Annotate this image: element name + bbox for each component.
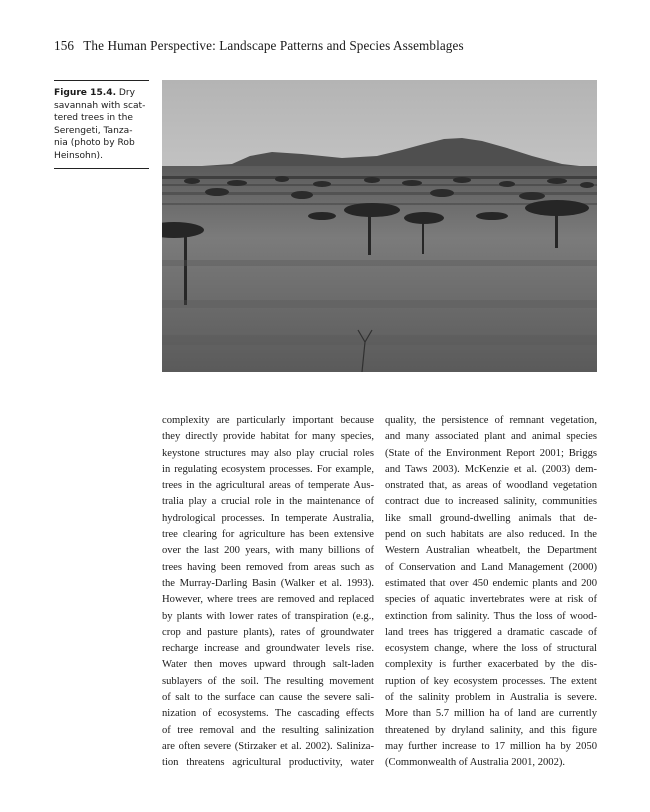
caption-line: savannah with scat- [54,100,146,111]
text-line: by plants with lower rates of transpiration (e.g., [162,610,374,622]
text-line: and many associated plant and animal species [385,431,597,443]
text-line: extinction from salinity. Thus the loss of wood- [385,610,597,622]
text-line: land trees has triggered a dramatic cascade of [385,626,597,638]
text-line: recharge increase and groundwater levels rise. [162,643,374,655]
figure-label: Figure 15.4. [54,88,117,98]
text-line: they directly provide habitat for many species, [162,431,374,443]
text-line: of Conservation and Land Management (2000) [385,561,597,573]
text-line: onstrated that, as areas of woodland vegetation [385,480,597,492]
text-line: keystone structures may also play crucial roles [162,447,374,459]
text-line: over the last 200 years, with many billions of [162,545,374,557]
page-number: 156 [54,38,75,53]
text-line: crop and pasture plants), rates of groundwater [162,626,374,638]
caption-line: Figure 15.4. Dry [54,88,136,98]
text-line: ecosystem change, where the loss of structural [385,643,597,655]
caption-line: Serengeti, Tanza- [54,125,133,136]
text-line: are often severe (Stirzaker et al. 2002). Saliniza- [162,740,374,752]
text-line: More than 5.7 million ha of land are currently [385,708,597,720]
text-line: complexity is further exacerbated by the dis- [385,659,597,671]
text-line: of the salinity problem in Australia is severe. [385,692,597,704]
text-line: (Commonwealth of Australia 2001, 2002). [385,757,566,769]
text-line: contract due to increased salinity, communities [385,496,597,508]
running-head [54,38,464,54]
text-line: pend on such habitats are also reduced. In the [385,529,597,541]
text-line: trees having been removed from areas such as [162,561,374,573]
body-column-left [162,413,374,772]
text-line: estimated that over 450 endemic plants and 200 [385,577,597,589]
text-line: complexity are particularly important because [162,415,374,426]
text-line: species of aquatic invertebrates were at risk of [385,594,597,606]
text-line: may further increase to 17 million ha by 2050 [385,740,597,752]
text-line: nization of ecosystems. The cascading effects [162,708,374,720]
text-line: of salt to the surface can cause the severe sali- [162,692,374,704]
text-line: and Taws 2003). McKenzie et al. (2003) dem- [385,463,597,475]
body-column-right [385,413,597,772]
savannah-photo-image [162,80,597,372]
text-line: trees in the agricultural areas of temperate Aus- [162,480,374,492]
text-line: tree clearing for agriculture has been extensive [162,529,374,541]
text-line: sublayers of the soil. The resulting movement [162,675,374,687]
text-line: quality, the persistence of remnant vegetation, [385,415,597,426]
figure-caption [54,80,149,169]
text-line: However, where trees are removed and replaced [162,594,374,606]
caption-line: tered trees in the [54,113,133,124]
savannah-photo [162,80,597,372]
caption-line: Heinsohn). [54,150,103,161]
text-line: threatened by dryland salinity, and this figure [385,724,597,736]
text-line: the Murray-Darling Basin (Walker et al. 1993). [162,577,374,589]
text-line: tion threatens agricultural productivity, water [162,757,374,769]
text-line: (State of the Environment Report 2001; Briggs [385,447,597,459]
text-line: hydrological processes. In temperate Australia, [162,512,374,524]
text-line: like small ground-dwelling animals that de- [385,512,597,524]
running-title: The Human Perspective: Landscape Patterns and Species Assemblages [83,38,464,53]
text-line: tralia play a crucial role in the maintenance of [162,496,374,508]
text-line: Western Australian wheatbelt, the Department [385,545,597,557]
caption-line: nia (photo by Rob [54,138,135,149]
text-line: in regulating ecosystem processes. For example, [162,463,374,475]
text-line: of tree removal and the resulting salinization [162,724,374,736]
text-line: ruption of key ecosystem processes. The extent [385,675,597,687]
text-line: Water then moves upward through salt-laden [162,659,374,671]
